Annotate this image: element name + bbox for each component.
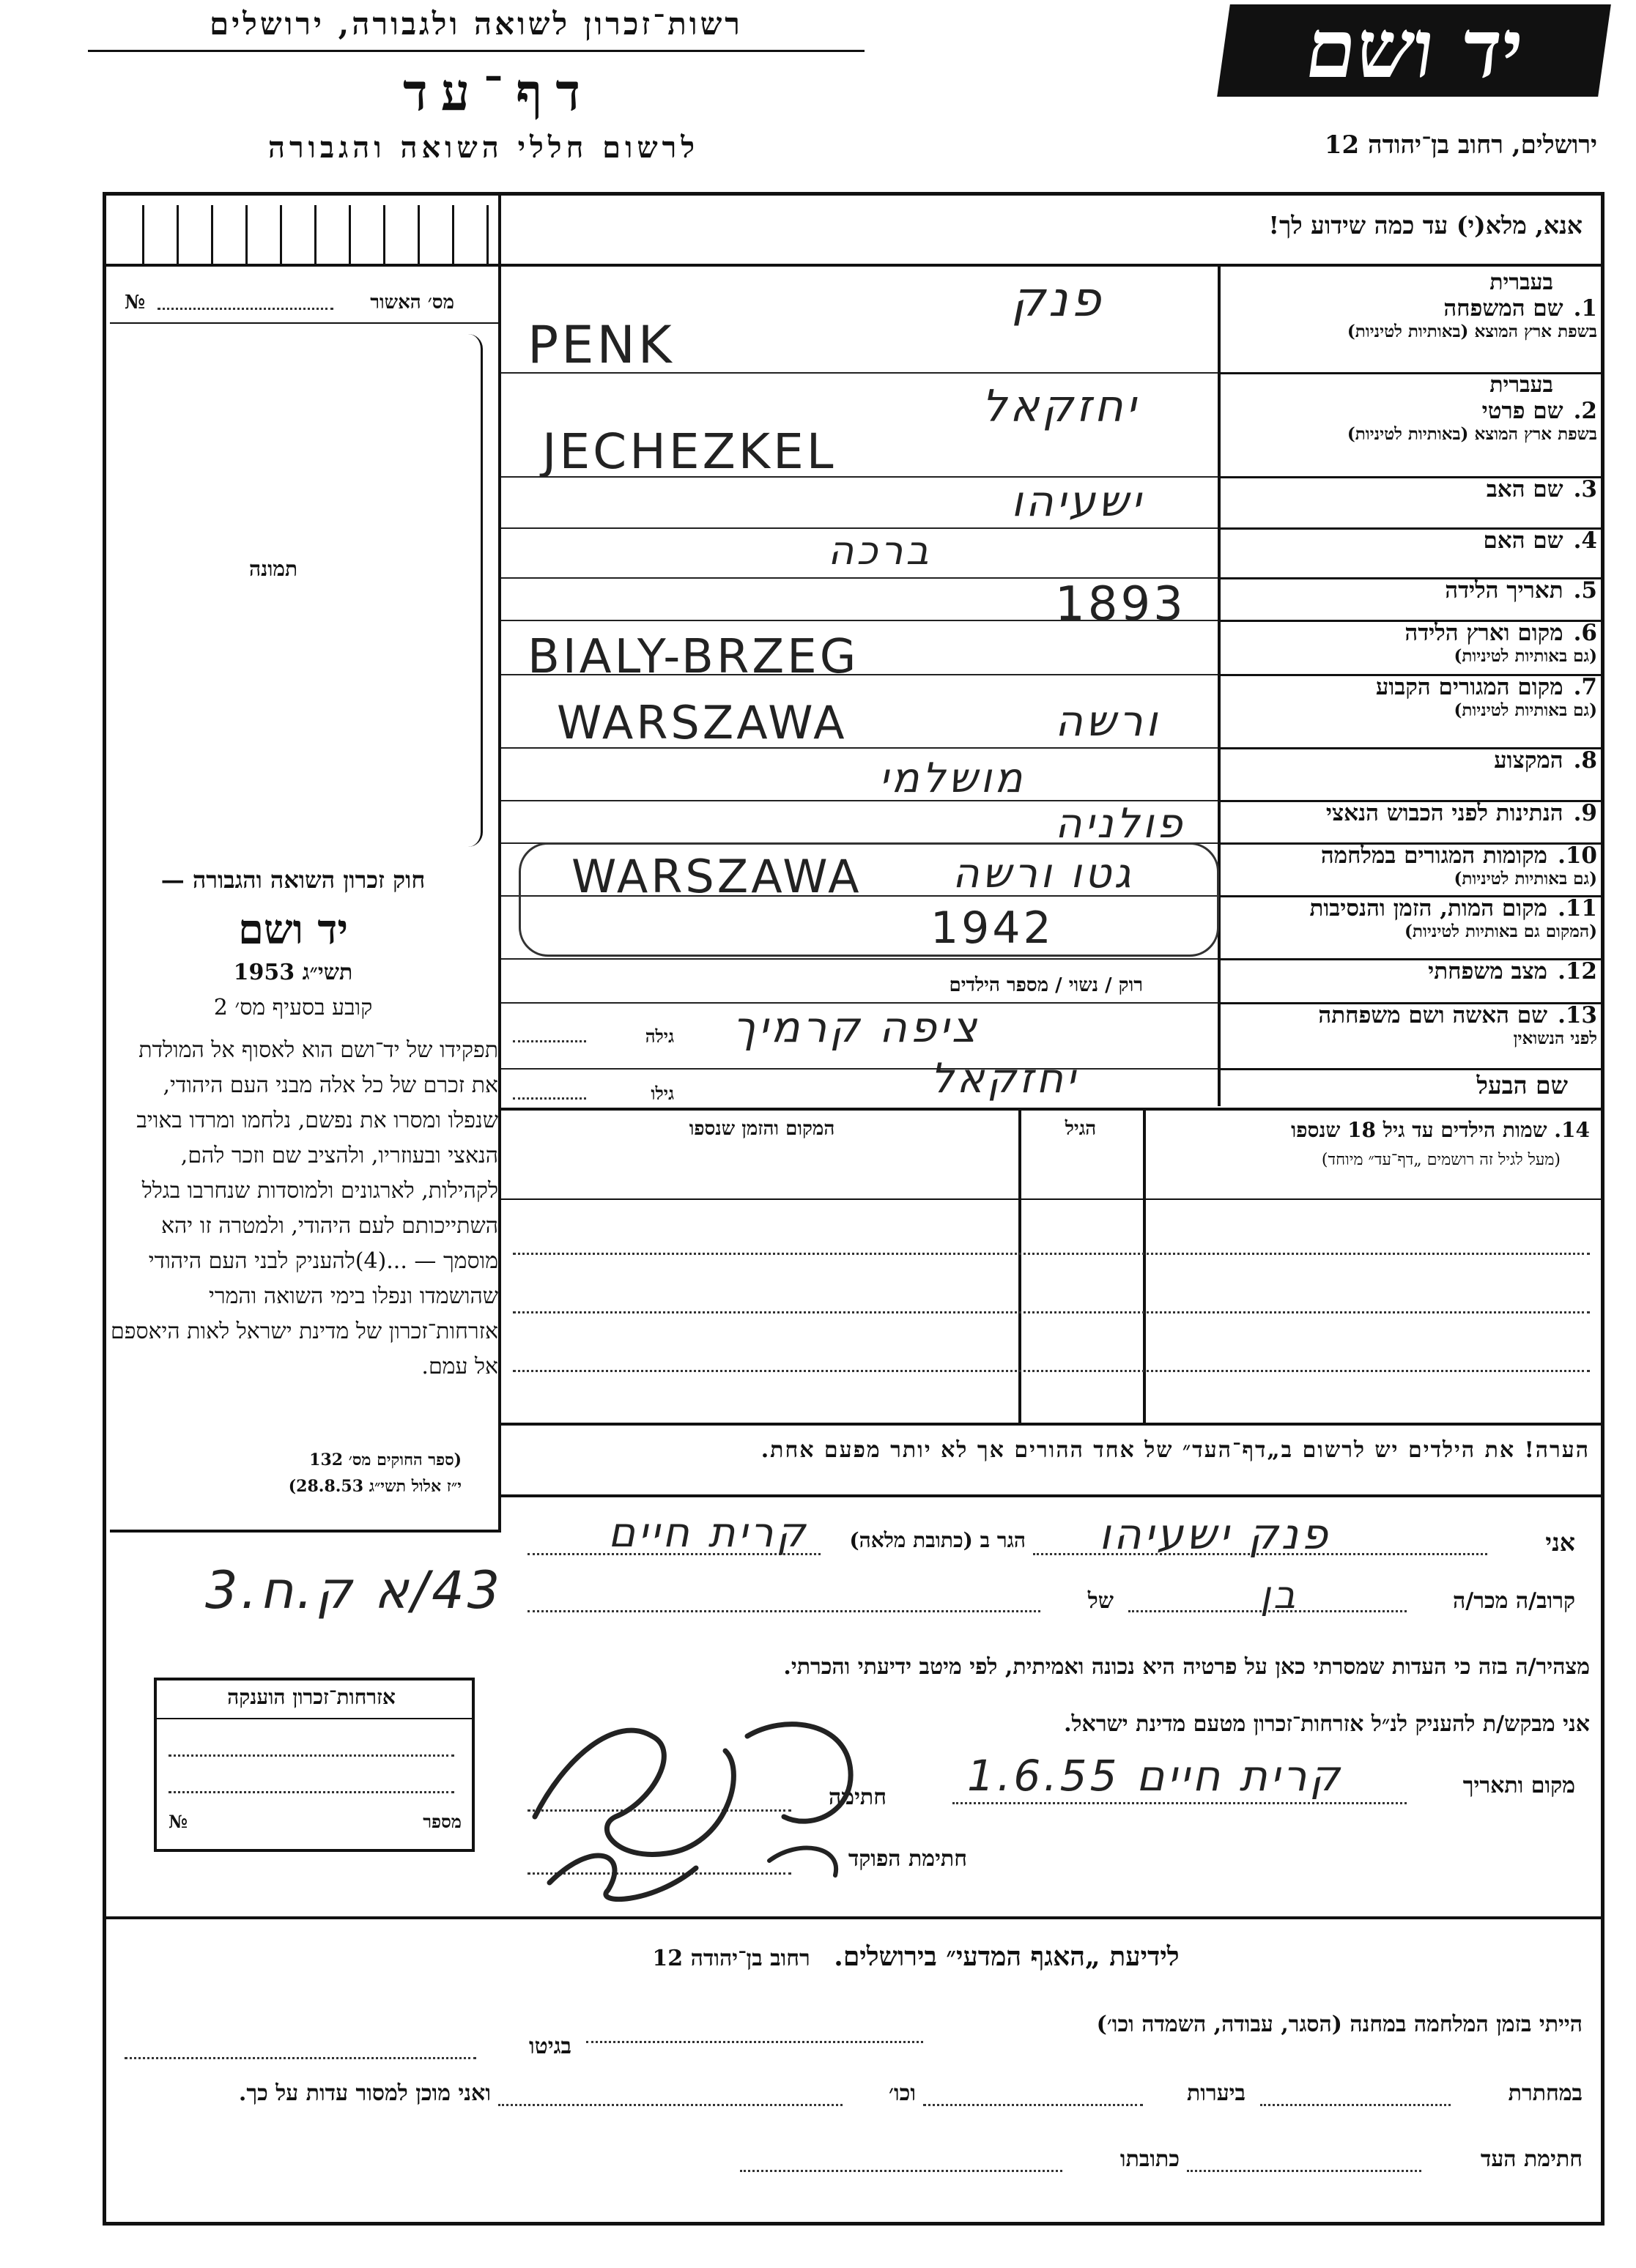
header-address: ירושלים, רחוב בן־יהודה 12 <box>1324 130 1597 160</box>
birth-year: 1893 <box>1055 577 1186 631</box>
surname-latin: PENK <box>528 315 675 375</box>
signature-label: חתימה <box>829 1785 887 1810</box>
law-name: יד ושם <box>237 905 349 954</box>
field-title-text: שם האשה ושם משפחתה <box>1318 1002 1548 1029</box>
field-title <box>1224 674 1597 700</box>
field-row-11 <box>1224 895 1597 941</box>
labels-column-divider <box>1218 264 1221 1106</box>
field-title <box>1224 577 1597 604</box>
field-title <box>1224 895 1597 922</box>
field-number: 2. <box>1573 398 1597 424</box>
place-date-field[interactable] <box>952 1802 1407 1804</box>
field-title-text: מצב משפחתי <box>1428 958 1548 985</box>
children-row-rule-1 <box>501 1198 1604 1200</box>
citizenship-line[interactable] <box>169 1754 454 1757</box>
col-place-time-header: המקום והזמן שנספו <box>689 1118 835 1140</box>
field-row-2 <box>1224 372 1597 444</box>
approval-number-symbol: № <box>125 292 146 314</box>
wife-age-field[interactable] <box>513 1040 586 1042</box>
field-title-text: שם פרטי <box>1481 398 1563 424</box>
field-subtitle: בשפת ארץ המוצא (באותיות לטיניות) <box>1347 424 1597 444</box>
page-subtitle: לרשום חללי השואה והגבורה <box>267 130 700 165</box>
form-intro: אנא, מלא(י) עד כמה שידוע לך! <box>1268 211 1583 240</box>
death-year: 1942 <box>930 903 1054 954</box>
field-row-10 <box>1224 842 1597 889</box>
birthplace: BIALY-BRZEG <box>528 630 859 684</box>
field-value-line[interactable] <box>501 1068 1218 1070</box>
footer-line1 <box>930 2012 1583 2037</box>
official-sig-label: חתימת הפוקד <box>848 1846 967 1872</box>
children-row-3[interactable] <box>513 1370 1590 1372</box>
field-number: 8. <box>1573 747 1597 774</box>
nationality: פולניה <box>1055 800 1185 848</box>
wife-name: ציפה קרמיך <box>733 1002 980 1052</box>
field-title <box>1224 527 1597 554</box>
children-row-2[interactable] <box>513 1311 1590 1313</box>
husband-label: שם הבעל <box>1476 1071 1568 1100</box>
field-title <box>1224 476 1597 503</box>
field-subtitle: בשפת ארץ המוצא (באותיות לטיניות) <box>1347 322 1597 341</box>
field-number: 9. <box>1573 800 1597 826</box>
field-row-4 <box>1224 527 1597 554</box>
field-subtitle: (גם באותיות לטיניות) <box>1454 646 1597 666</box>
law-bottom-rule <box>110 1530 501 1533</box>
footer-line2-c: וכו׳ <box>889 2080 916 2106</box>
note-bottom-rule <box>501 1494 1604 1497</box>
residence-latin: WARSZAWA <box>557 696 848 749</box>
field-number: 4. <box>1573 527 1597 554</box>
approval-label <box>117 292 454 314</box>
relation-of-field[interactable] <box>528 1610 1040 1612</box>
decl-of-label: של <box>1087 1588 1114 1614</box>
field-number: 12. <box>1558 958 1597 985</box>
footer-title-text: לידיעת „האגף המדעי״ בירושלים. <box>834 1941 1180 1972</box>
underground-field[interactable] <box>1260 2104 1451 2106</box>
approval-rule <box>110 322 498 324</box>
field-title-text: שם המשפחה <box>1443 295 1563 322</box>
footer-line2-b: ביערות <box>1186 2080 1245 2106</box>
field-row-7 <box>1224 674 1597 720</box>
field-title-text: מקום המגורים הקבוע <box>1375 674 1563 700</box>
photo-label: תמונה <box>249 557 298 581</box>
decl-statement: מצהיר/ה בזה כי העדות שמסרתי כאן על פרטיה היא נכונה ואמיתית, לפי מיטב ידיעתי והכרתי. <box>783 1654 1590 1680</box>
etc-field[interactable] <box>498 2104 843 2106</box>
field-title <box>1224 842 1597 869</box>
surname-hebrew: פנק <box>1011 271 1104 327</box>
law-clause: קובע בסעיף מס׳ 2 <box>213 995 373 1020</box>
citizenship-rule <box>154 1718 472 1719</box>
field-number: 11. <box>1558 895 1597 922</box>
mother-name: ברכה <box>828 527 932 574</box>
top-rule <box>103 264 1604 267</box>
husband-name: יחזקאל <box>930 1055 1078 1102</box>
field-number: 5. <box>1573 577 1597 604</box>
field-title-text: המקצוע <box>1494 747 1563 774</box>
approval-label-text: מס׳ האשור <box>370 292 454 314</box>
decl-resident-label: הגר ב (כתובת מלאה) <box>849 1528 1026 1552</box>
field-row-13 <box>1224 1002 1597 1048</box>
children-bottom-rule <box>501 1423 1604 1426</box>
footer-line2-a: במחתרת <box>1508 2080 1583 2106</box>
field-lang-label: בעברית <box>1489 372 1553 398</box>
marital-options: רוק / נשוי / מספר הילדים <box>949 974 1143 996</box>
footer-line2-d: ואני מוכן למסור עדות על כך. <box>238 2080 491 2106</box>
field-row-3 <box>1224 476 1597 503</box>
field-number: 1. <box>1573 295 1597 322</box>
field-number: 7. <box>1573 674 1597 700</box>
age-label-wife: גילה <box>645 1026 674 1047</box>
children-row-1[interactable] <box>513 1253 1590 1255</box>
children-subtitle: (מעל לגיל זה רושמים „דף־עד״ מיוחד) <box>1321 1151 1561 1169</box>
field-title <box>1224 398 1597 424</box>
footer-line1-c: בגיטו <box>528 2034 571 2059</box>
field-subtitle: (גם באותיות לטיניות) <box>1454 869 1597 889</box>
photo-placeholder <box>122 334 483 847</box>
field-subtitle: (המקום גם באותיות לטיניות) <box>1404 922 1597 941</box>
yad-vashem-logo: יד ושם <box>1217 4 1611 97</box>
decl-ani-label: אני <box>1545 1528 1575 1557</box>
witness-name: פנק ישעיהו <box>1099 1509 1331 1559</box>
file-note: 43/א ק.ח.3 <box>205 1560 503 1620</box>
footer-address: רחוב בן־יהודה 12 <box>652 1946 810 1971</box>
decl-relative-label: קרוב/ה מכר/ה <box>1453 1588 1575 1614</box>
children-title: 14. שמות הילדים עד גיל 18 שנספו <box>1291 1118 1590 1142</box>
camp-field[interactable] <box>586 2041 923 2043</box>
footer-line3-a: חתימת העד <box>1480 2146 1583 2172</box>
col-age-header: הגיל <box>1065 1118 1097 1140</box>
witness-signature <box>506 1670 887 1912</box>
footer-line1-a: הייתי בזמן המלחמה במחנה <box>1350 2012 1583 2037</box>
field-row-9 <box>1224 800 1597 826</box>
field-title-text: מקום המות, הזמן והנסיבות <box>1309 895 1548 922</box>
decl-request: אני מבקש/ת להעניק לנ״ל אזרחות־זכרון מטעם מדינת ישראל. <box>1064 1711 1590 1737</box>
age-label-husband: גילו <box>651 1083 674 1104</box>
children-note: הערה! את הילדים יש לרשום ב„דף־העד״ של אחד ההורים אך לא יותר מפעם אחת. <box>760 1437 1590 1463</box>
witness-address-footer-field[interactable] <box>740 2170 1062 2172</box>
field-separator <box>1218 1068 1604 1070</box>
children-col-divider-1 <box>1143 1108 1146 1423</box>
page-title: דף־עד <box>402 62 593 122</box>
citizenship-line-2[interactable] <box>169 1791 454 1793</box>
footer-title <box>542 1941 1289 1972</box>
footer-top-rule <box>103 1916 1604 1919</box>
field-title-text: שם האם <box>1483 527 1563 554</box>
war-place-bracket <box>519 842 1219 957</box>
relation: בן <box>1260 1574 1299 1617</box>
footer-line1-b: (הסגר, עבודה, השמדה וכו׳) <box>1096 2012 1342 2037</box>
husband-age-field[interactable] <box>513 1097 586 1100</box>
field-title <box>1224 958 1597 985</box>
first-name-hebrew: יחזקאל <box>982 381 1139 432</box>
law-text: תפקידו של יד־ושם הוא לאסוף אל המולדת את זכרם של כל אלה מבני העם היהודי, שנפלו ומסרו את נפשם, נלחמו ומרדו באויב הנאצי ובעוזריו, ולהציב שם וזכר להם, לקהילות, לארגונים ולמוסדות שנחרבו בגלל השתייכותם לעם היהודי, ולמטרה זו יהא מוסמך — ...(4)להעניק לבני העם היהודי שהושמדו ונפלו בימי השואה והמרי אזרחות־זכרון של מדינת ישראל לאות היאספם אל עמם. <box>111 1037 498 1379</box>
citizenship-number-label: מספר <box>423 1811 462 1832</box>
field-title <box>1224 747 1597 774</box>
field-title-text: מקום וארץ הלידה <box>1404 620 1563 646</box>
witness-address: קרית חיים <box>608 1509 809 1557</box>
place-date-label: מקום ותאריך <box>1462 1773 1575 1798</box>
field-subtitle: (גם באותיות לטיניות) <box>1454 700 1597 720</box>
field-subtitle: לפני הנשואין <box>1513 1029 1597 1048</box>
war-residence-latin: WARSZAWA <box>571 850 862 903</box>
authority-title: רשות־זכרון לשואה ולגבורה, ירושלים <box>210 6 743 42</box>
field-title-text: תאריך הלידה <box>1445 577 1563 604</box>
field-value-line[interactable] <box>501 958 1218 960</box>
residence-hebrew: ורשה <box>1055 696 1161 746</box>
header-rule <box>88 50 865 52</box>
law-reference-1: (ספר החוקים מס׳ 132 <box>309 1450 462 1470</box>
field-row-6 <box>1224 620 1597 666</box>
field-number: 6. <box>1573 620 1597 646</box>
field-number: 3. <box>1573 476 1597 503</box>
law-year: תשי״ג 1953 <box>233 960 353 985</box>
citizenship-number-symbol: № <box>169 1811 188 1832</box>
field-title <box>1224 1002 1597 1029</box>
footer-line3-b: כתובתו <box>1119 2146 1180 2172</box>
left-column-divider <box>498 192 501 1533</box>
field-number: 13. <box>1558 1002 1597 1029</box>
field-number: 10. <box>1558 842 1597 869</box>
field-row-5 <box>1224 577 1597 604</box>
war-residence-hebrew: גטו ורשה <box>952 850 1134 897</box>
forests-field[interactable] <box>923 2104 1143 2106</box>
field-row-12 <box>1224 958 1597 985</box>
field-title-text: שם האב <box>1486 476 1563 503</box>
ghetto-field[interactable] <box>125 2057 476 2059</box>
first-name-latin: JECHEZKEL <box>542 423 837 480</box>
approval-number-field[interactable] <box>158 308 333 310</box>
field-title <box>1224 800 1597 826</box>
field-title-text: מקומות המגורים במלחמה <box>1320 842 1548 869</box>
field-title <box>1224 620 1597 646</box>
children-col-divider-2 <box>1018 1108 1021 1423</box>
barcode-strip <box>110 205 498 264</box>
law-title: חוק זכרון השואה והגבורה — <box>160 866 426 894</box>
law-reference-2: י״ז אלול תשי״ג 28.8.53) <box>288 1477 462 1496</box>
citizenship-title: אזרחות־זכרון הוענקה <box>227 1685 396 1709</box>
profession: מושלמי <box>879 755 1026 802</box>
field-title <box>1224 295 1597 322</box>
field-row-8 <box>1224 747 1597 774</box>
place-date: קרית חיים 1.6.55 <box>967 1751 1343 1801</box>
field-lang-label: בעברית <box>1489 270 1553 295</box>
children-top-rule <box>501 1108 1604 1111</box>
field-row-1 <box>1224 270 1597 341</box>
field-title-text: הנתינות לפני הכבוש הנאצי <box>1325 800 1563 826</box>
witness-signature-field[interactable] <box>1187 2170 1421 2172</box>
father-name: ישעיהו <box>1011 476 1144 526</box>
